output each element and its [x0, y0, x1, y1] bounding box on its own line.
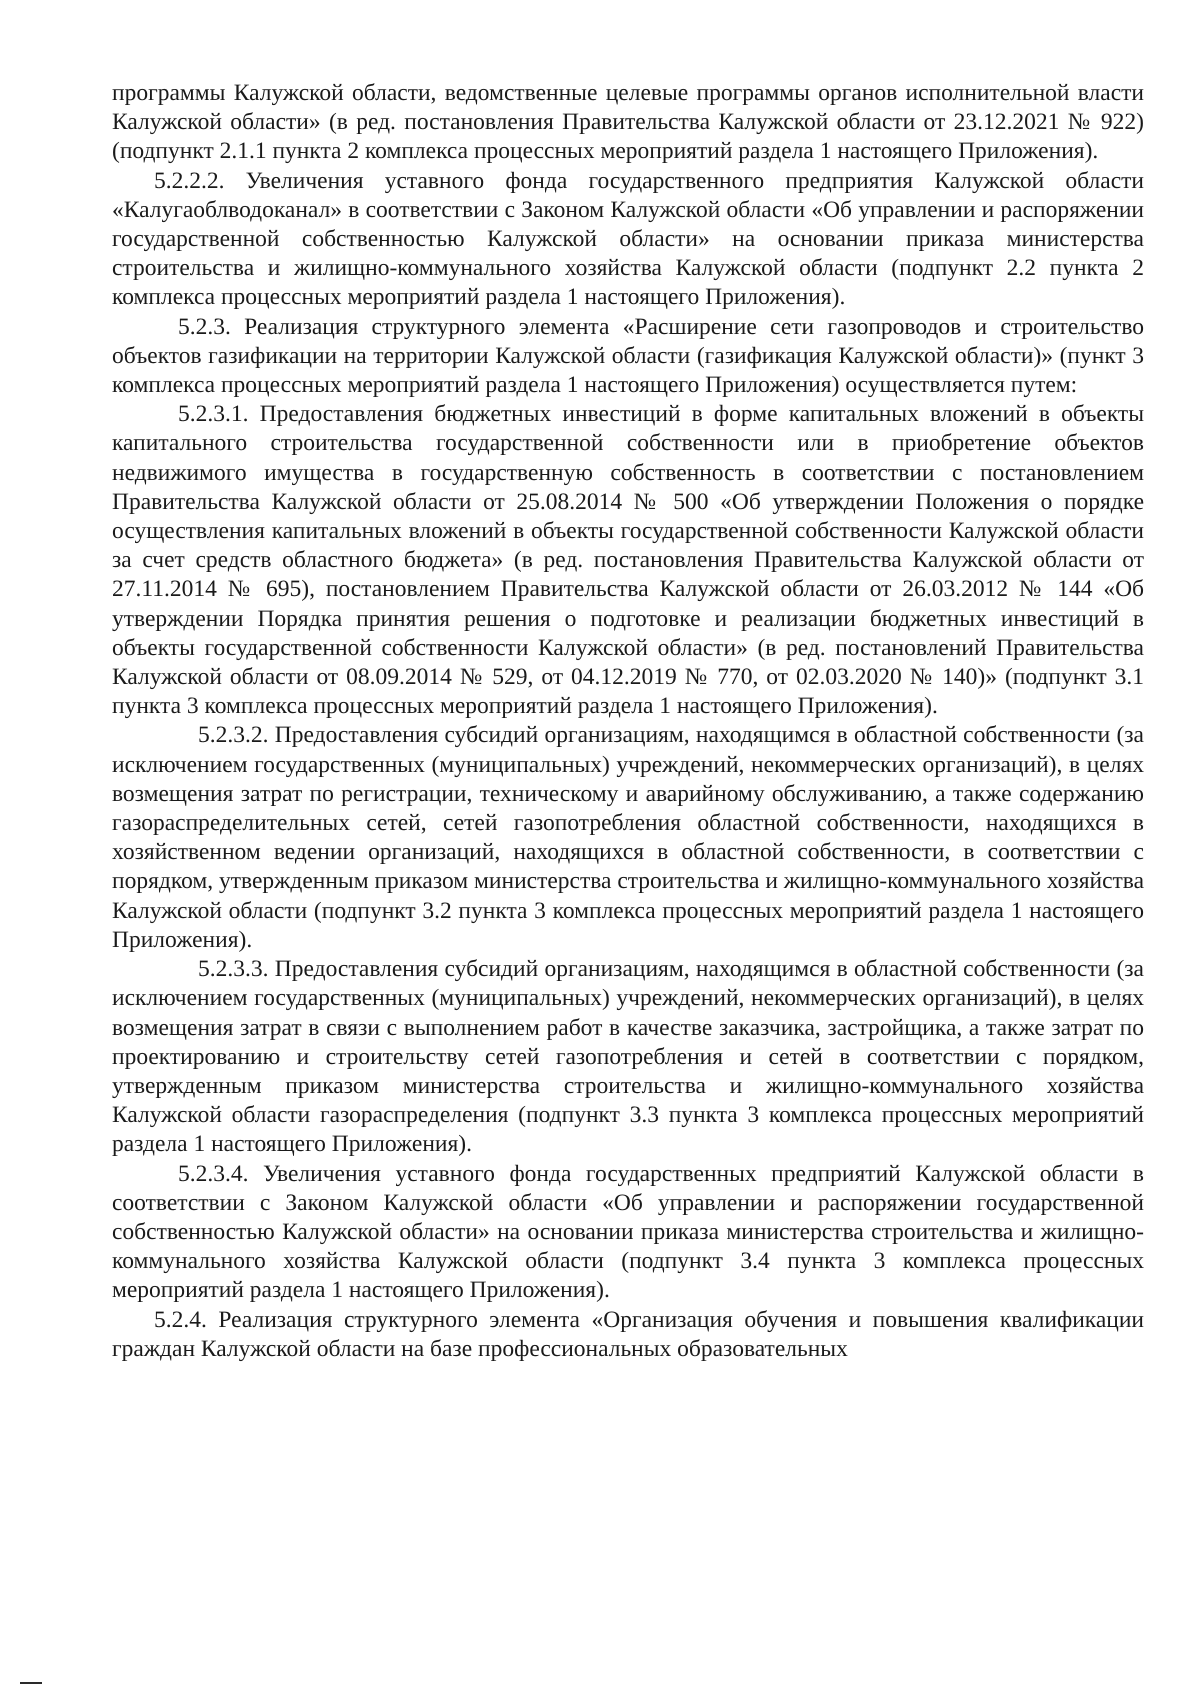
paragraph-5-2-4: 5.2.4. Реализация структурного элемента «Организация обучения и повышения квалификации граждан Калужской области на базе профессиональных образовательных	[112, 1306, 1144, 1362]
paragraph-5-2-3: 5.2.3. Реализация структурного элемента «Расширение сети газопроводов и строительство объектов газификации на территории Калужской области (газификация Калужской области)» (пункт 3 комплекса процессных мероприятий раздела 1 настоящего Приложения) осуществляется путем:	[112, 313, 1144, 399]
paragraph-5-2-3-4: 5.2.3.4. Увеличения уставного фонда государственных предприятий Калужской области в соответствии с Законом Калужской области «Об управлении и распоряжении государственной собственностью Калужской области» на основании приказа министерства строительства и жилищно-коммунального хозяйства Калужской области (подпункт 3.4 пункта 3 комплекса процессных мероприятий раздела 1 настоящего Приложения).	[112, 1160, 1144, 1304]
paragraph-5-2-3-2: 5.2.3.2. Предоставления субсидий организациям, находящимся в областной собственности (за исключением государственных (муниципальных) учреждений, некоммерческих организаций), в целях возмещения затрат по регистрации, техническому и аварийному обслуживанию, а также содержанию газораспределительных сетей, сетей газопотребления областной собственности, находящихся в хозяйственном ведении организаций, находящихся в областной собственности, в соответствии с порядком, утвержденным приказом министерства строительства и жилищно-коммунального хозяйства Калужской области (подпункт 3.2 пункта 3 комплекса процессных мероприятий раздела 1 настоящего Приложения).	[112, 722, 1145, 953]
paragraph-5-2-3-3: 5.2.3.3. Предоставления субсидий организациям, находящимся в областной собственности (за исключением государственных (муниципальных) учреждений, некоммерческих организаций), в целях возмещения затрат в связи с выполнением работ в качестве заказчика, застройщика, а также затрат по проектированию и строительству сетей газопотребления и сетей в соответствии с порядком, утвержденным приказом министерства строительства и жилищно-коммунального хозяйства Калужской области газораспределения (подпункт 3.3 пункта 3 комплекса процессных мероприятий раздела 1 настоящего Приложения).	[112, 956, 1144, 1158]
scan-edge-mark	[20, 1682, 42, 1684]
document-body	[112, 79, 1144, 1364]
paragraph-5-2-2-2: 5.2.2.2. Увеличения уставного фонда государственного предприятия Калужской области «Калугаоблводоканал» в соответствии с Законом Калужской области «Об управлении и распоряжении государственной собственностью Калужской области» на основании приказа министерства строительства и жилищно-коммунального хозяйства Калужской области (подпункт 2.2 пункта 2 комплекса процессных мероприятий раздела 1 настоящего Приложения).	[112, 167, 1144, 311]
paragraph-continuation: программы Калужской области, ведомственные целевые программы органов исполнительной власти Калужской области» (в ред. постановления Правительства Калужской области от 23.12.2021 № 922) (подпункт 2.1.1 пункта 2 комплекса процессных мероприятий раздела 1 настоящего Приложения).	[112, 80, 1144, 165]
paragraph-5-2-3-1: 5.2.3.1. Предоставления бюджетных инвестиций в форме капитальных вложений в объекты капитального строительства государственной собственности или в приобретение объектов недвижимого имущества в государственную собственность в соответствии с постановлением Правительства Калужской области от 25.08.2014 № 500 «Об утверждении Положения о порядке осуществления капитальных вложений в объекты государственной собственности Калужской области за счет средств областного бюджета» (в ред. постановления Правительства Калужской области от 27.11.2014 № 695), постановлением Правительства Калужской области от 26.03.2012 № 144 «Об утверждении Порядка принятия решения о подготовке и реализации бюджетных инвестиций в объекты государственной собственности Калужской области» (в ред. постановлений Правительства Калужской области от 08.09.2014 № 529, от 04.12.2019 № 770, от 02.03.2020 № 140)» (подпункт 3.1 пункта 3 комплекса процессных мероприятий раздела 1 настоящего Приложения).	[112, 401, 1144, 720]
